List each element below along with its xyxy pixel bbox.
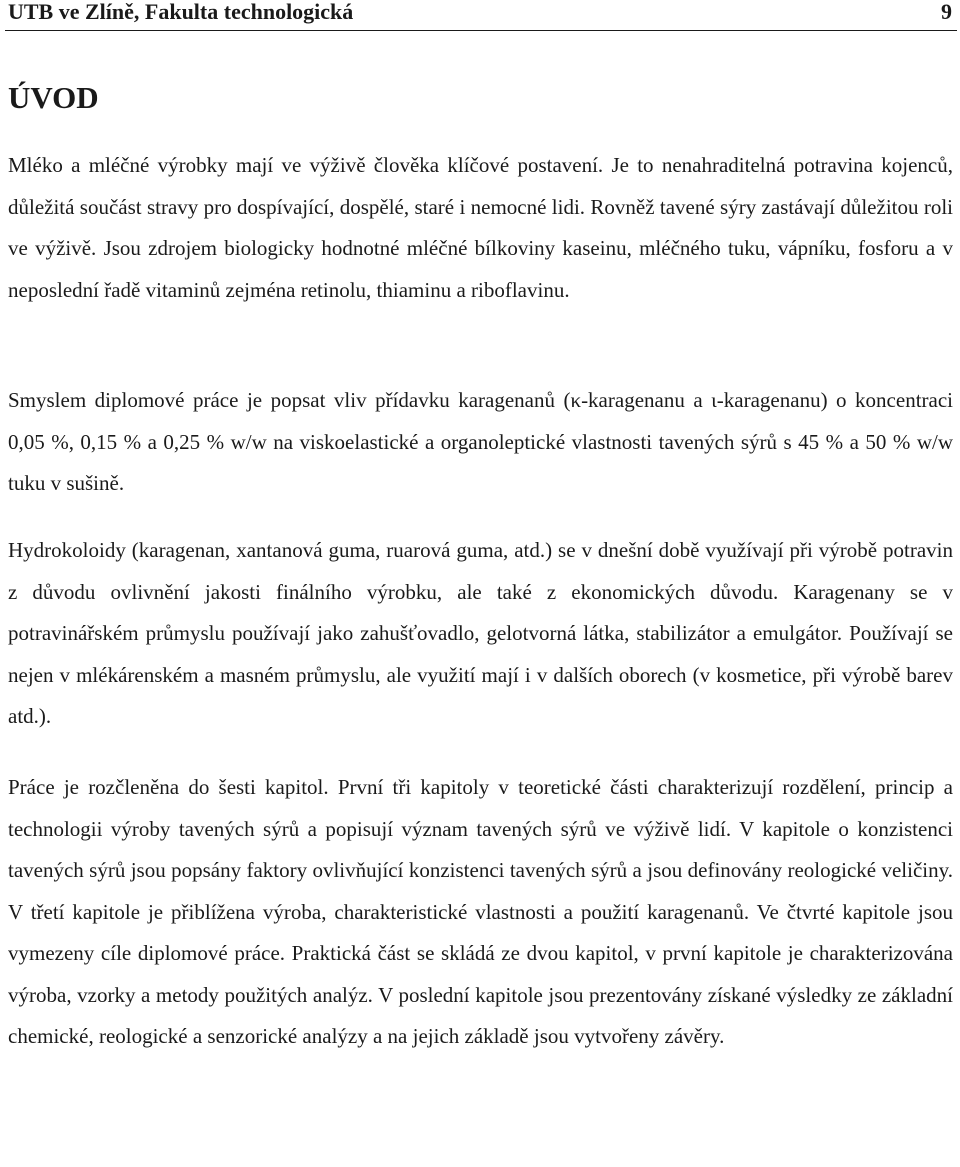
header-institution: UTB ve Zlíně, Fakulta technologická [8,0,354,24]
page-number: 9 [941,0,952,24]
running-header [5,0,957,31]
paragraph-introduction: Mléko a mléčné výrobky mají ve výživě člověka klíčové postavení. Je to nenahraditelná potravina kojenců, důležitá součást stravy pro dospívající, dospělé, staré i nemocné lidi. Rovněž tavené sýry zastávají důležitou roli ve výživě. Jsou zdrojem biologicky hodnotné mléčné bílkoviny kaseinu, mléčného tuku, vápníku, fosforu a v neposlední řadě vitaminů zejména retinolu, thiaminu a riboflavinu. [8,153,953,302]
paragraph-hydrocolloids: Hydrokoloidy (karagenan, xantanová guma, ruarová guma, atd.) se v dnešní době využívají při výrobě potravin z důvodu ovlivnění jakosti finálního výrobku, ale také z ekonomických důvodu. Karagenany se v potravinářském průmyslu používají jako zahušťovadlo, gelotvorná látka, stabilizátor a emulgátor. Používají se nejen v mlékárenském a masném průmyslu, ale využití mají i v dalších oborech (v kosmetice, při výrobě barev atd.). [8,538,953,728]
chapter-title: ÚVOD [8,80,99,115]
paragraph-structure: Práce je rozčleněna do šesti kapitol. První tři kapitoly v teoretické části charakterizují rozdělení, princip a technologii výroby tavených sýrů a popisují význam tavených sýrů ve výživě lidí. V kapitole o konzistenci tavených sýrů jsou popsány faktory ovlivňující konzistenci tavených sýrů a jsou definovány reologické veličiny. V třetí kapitole je přiblížena výroba, charakteristické vlastnosti a použití karagenanů. Ve čtvrté kapitole jsou vymezeny cíle diplomové práce. Praktická část se skládá ze dvou kapitol, v první kapitole je charakterizována výroba, vzorky a metody použitých analýz. V poslední kapitole jsou prezentovány získané výsledky ze základní chemické, reologické a senzorické analýzy a na jejich základě jsou vytvořeny závěry. [8,775,953,1048]
paragraph-thesis-aim: Smyslem diplomové práce je popsat vliv přídavku karagenanů (κ-karagenanu a ι-karagenanu) o koncentraci 0,05 %, 0,15 % a 0,25 % w/w na viskoelastické a organoleptické vlastnosti tavených sýrů s 45 % a 50 % w/w tuku v sušině. [8,388,953,495]
